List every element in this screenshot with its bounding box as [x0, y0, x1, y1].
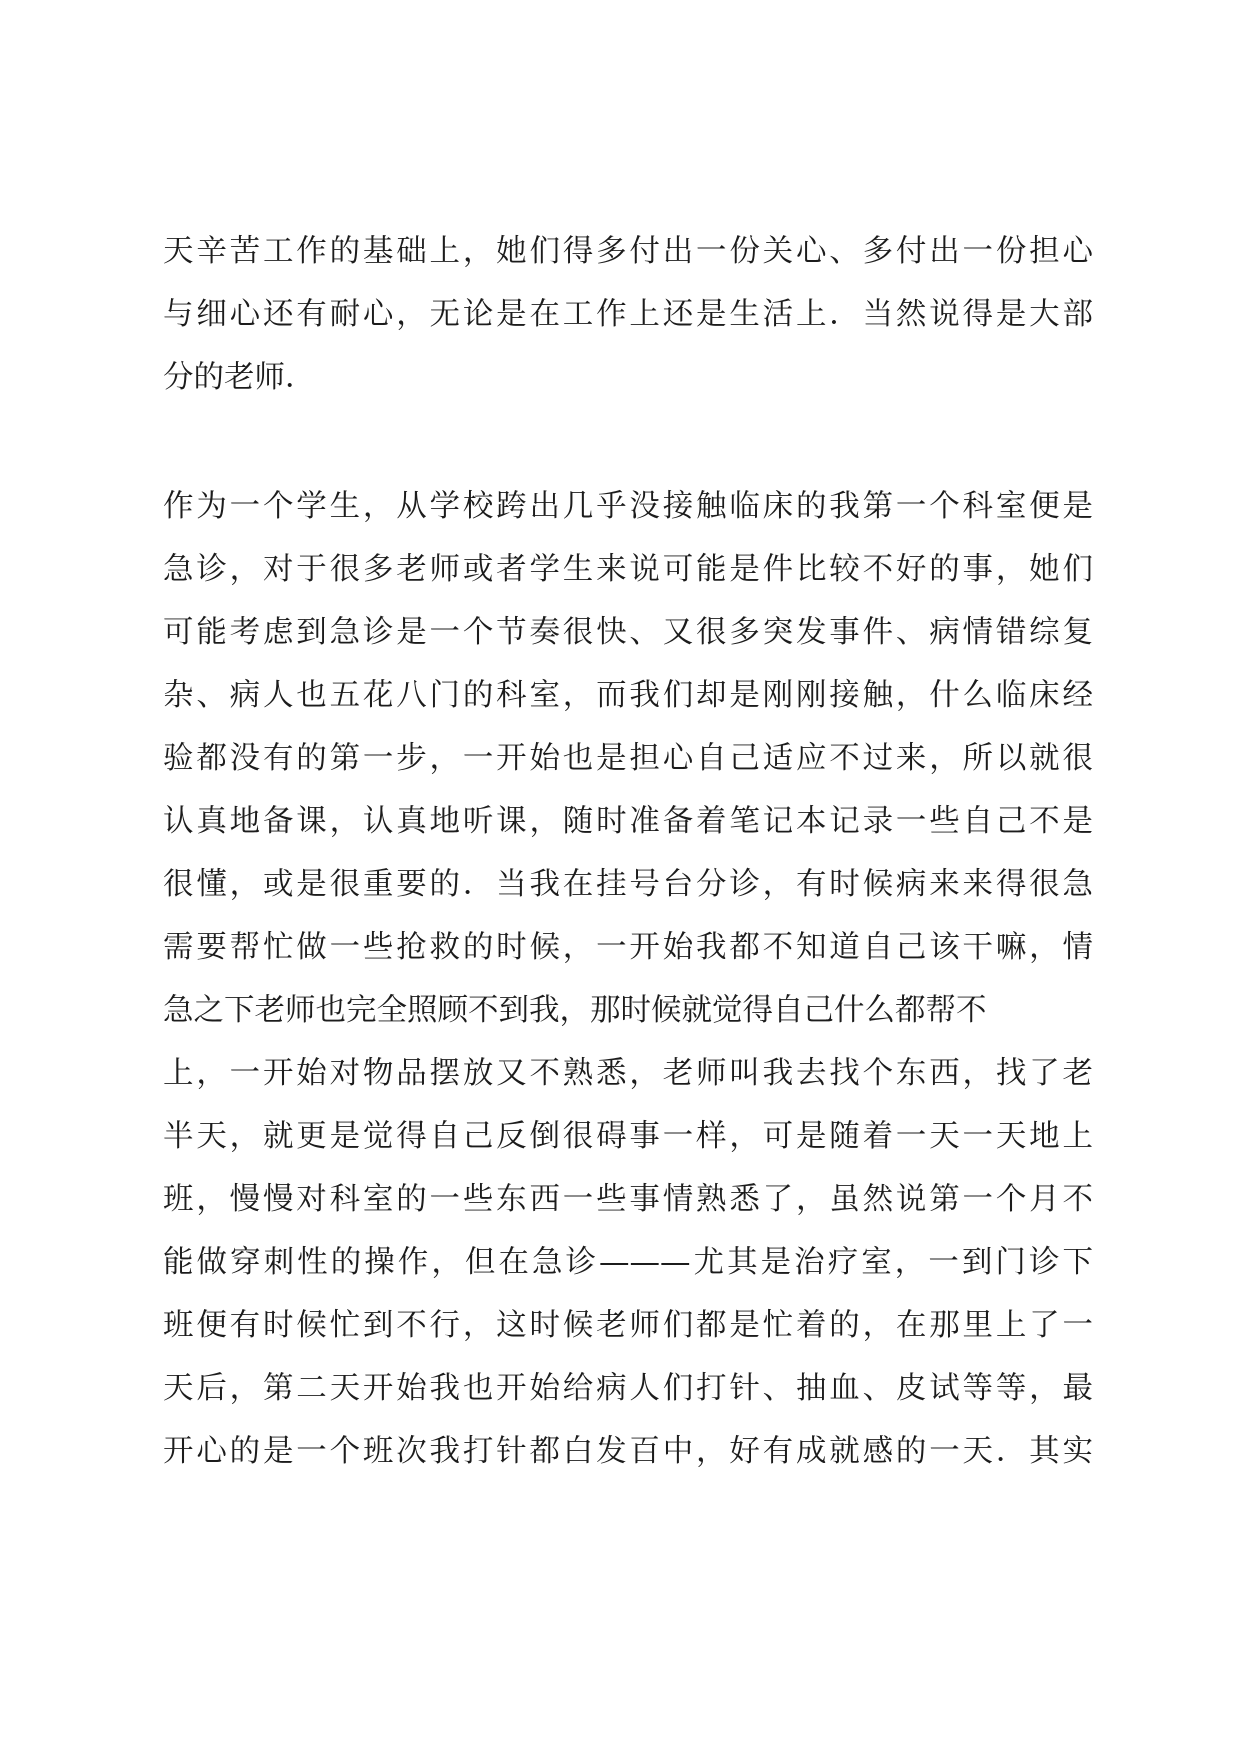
text-line: 需要帮忙做一些抢救的时候，一开始我都不知道自己该干嘛，情 [163, 930, 1093, 965]
paragraph-2 [163, 475, 1093, 1483]
text-line: 验都没有的第一步，一开始也是担心自己适应不过来，所以就很 [163, 741, 1093, 776]
text-line: 分的老师． [163, 360, 316, 395]
paragraph-1 [163, 220, 1093, 409]
text-line: 杂、病人也五花八门的科室，而我们却是刚刚接触，什么临床经 [163, 678, 1093, 713]
text-line: 与细心还有耐心，无论是在工作上还是生活上．当然说得是大部 [163, 297, 1093, 332]
text-line: 班，慢慢对科室的一些东西一些事情熟悉了，虽然说第一个月不 [163, 1182, 1093, 1217]
text-line: 急之下老师也完全照顾不到我，那时候就觉得自己什么都帮不 [163, 993, 987, 1028]
text-line: 能做穿刺性的操作，但在急诊———尤其是治疗室，一到门诊下 [163, 1245, 1093, 1280]
text-line: 上，一开始对物品摆放又不熟悉，老师叫我去找个东西，找了老 [163, 1056, 1093, 1091]
text-line: 半天，就更是觉得自己反倒很碍事一样，可是随着一天一天地上 [163, 1119, 1093, 1154]
text-line: 作为一个学生，从学校跨出几乎没接触临床的我第一个科室便是 [163, 489, 1093, 524]
text-line: 班便有时候忙到不行，这时候老师们都是忙着的，在那里上了一 [163, 1308, 1093, 1343]
text-line: 很懂，或是很重要的．当我在挂号台分诊，有时候病来来得很急 [163, 867, 1093, 902]
text-line: 天辛苦工作的基础上，她们得多付出一份关心、多付出一份担心 [163, 234, 1093, 269]
text-line: 可能考虑到急诊是一个节奏很快、又很多突发事件、病情错综复 [163, 615, 1093, 650]
text-line: 开心的是一个班次我打针都白发百中，好有成就感的一天．其实 [163, 1434, 1093, 1469]
text-line: 天后，第二天开始我也开始给病人们打针、抽血、皮试等等，最 [163, 1371, 1093, 1406]
text-line: 认真地备课，认真地听课，随时准备着笔记本记录一些自己不是 [163, 804, 1093, 839]
text-line: 急诊，对于很多老师或者学生来说可能是件比较不好的事，她们 [163, 552, 1093, 587]
